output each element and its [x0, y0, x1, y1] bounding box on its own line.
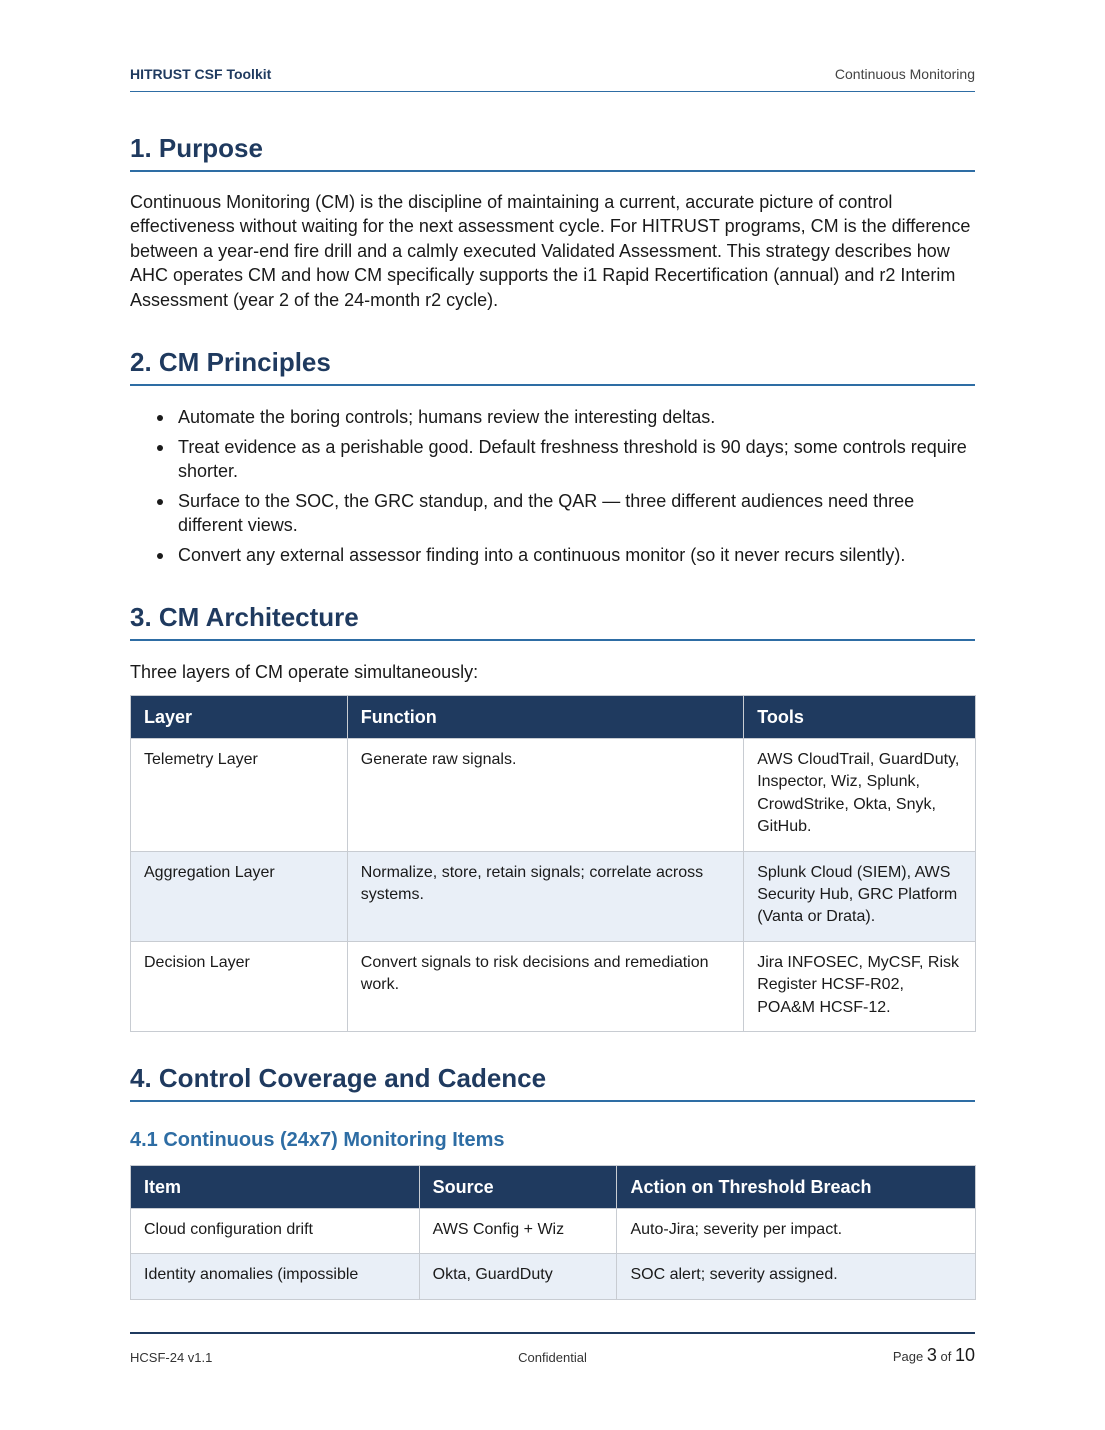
table-cell: AWS CloudTrail, GuardDuty, Inspector, Wiz, Splunk, CrowdStrike, Okta, Snyk, GitHub.: [744, 739, 976, 852]
table-cell: Aggregation Layer: [131, 851, 348, 941]
list-item: Convert any external assessor finding into a continuous monitor (so it never recurs silently).: [178, 543, 975, 567]
column-header: Source: [419, 1166, 617, 1209]
purpose-paragraph: Continuous Monitoring (CM) is the discipline of maintaining a current, accurate picture of control effectiveness without waiting for the next assessment cycle. For HITRUST programs, CM is the difference between a year-end fire drill and a calmly executed Validated Assessment. This strategy describes how AHC operates CM and how CM specifically supports the i1 Rapid Recertification (annual) and r2 Interim Assessment (year 2 of the 24-month r2 cycle).: [130, 192, 971, 310]
page-number: [893, 1345, 975, 1366]
table-row: [131, 851, 976, 941]
page-label: Page: [892, 1349, 924, 1364]
principles-list: [130, 405, 975, 573]
table-cell: Convert signals to risk decisions and remediation work.: [347, 941, 743, 1031]
architecture-table: [130, 695, 976, 1032]
coverage-subheading: 4.1 Continuous (24x7) Monitoring Items: [130, 1129, 505, 1151]
architecture-intro: Three layers of CM operate simultaneously:: [130, 662, 479, 682]
table-cell: Decision Layer: [131, 941, 348, 1031]
footer-classification: Confidential: [518, 1350, 587, 1365]
current-page: 3: [926, 1345, 937, 1365]
column-header: Tools: [744, 696, 976, 739]
table-row: [131, 739, 976, 852]
table-row: [131, 941, 976, 1031]
list-item: Treat evidence as a perishable good. Default freshness threshold is 90 days; some controls require shorter.: [178, 435, 975, 483]
table-cell: Jira INFOSEC, MyCSF, Risk Register HCSF-R02, POA&M HCSF-12.: [744, 941, 976, 1031]
header-section-title: Continuous Monitoring: [834, 66, 975, 82]
table-cell: AWS Config + Wiz: [419, 1209, 617, 1254]
coverage-heading: 4. Control Coverage and Cadence: [130, 1062, 975, 1102]
table-cell: Auto-Jira; severity per impact.: [617, 1209, 976, 1254]
column-header: Action on Threshold Breach: [617, 1166, 976, 1209]
table-header-row: [131, 696, 976, 739]
table-cell: Normalize, store, retain signals; correlate across systems.: [347, 851, 743, 941]
list-item: Surface to the SOC, the GRC standup, and the QAR — three different audiences need three different views.: [178, 489, 975, 537]
total-pages: 10: [954, 1345, 975, 1365]
purpose-heading: 1. Purpose: [130, 132, 975, 172]
table-cell: Splunk Cloud (SIEM), AWS Security Hub, GRC Platform (Vanta or Drata).: [744, 851, 976, 941]
principles-heading: 2. CM Principles: [130, 346, 975, 386]
table-cell: SOC alert; severity assigned.: [617, 1254, 976, 1299]
running-header: [130, 64, 975, 92]
of-label: of: [940, 1349, 952, 1364]
table-cell: Generate raw signals.: [347, 739, 743, 852]
table-header-row: [131, 1166, 976, 1209]
table-row: [131, 1254, 976, 1299]
table-cell: Identity anomalies (impossible: [131, 1254, 420, 1299]
table-cell: Telemetry Layer: [131, 739, 348, 852]
architecture-heading: 3. CM Architecture: [130, 601, 975, 641]
list-item: Automate the boring controls; humans review the interesting deltas.: [178, 405, 975, 429]
table-cell: Okta, GuardDuty: [419, 1254, 617, 1299]
monitoring-items-table: [130, 1165, 976, 1300]
column-header: Layer: [131, 696, 348, 739]
table-cell: Cloud configuration drift: [131, 1209, 420, 1254]
header-toolkit-title: HITRUST CSF Toolkit: [130, 66, 272, 82]
column-header: Item: [131, 1166, 420, 1209]
table-row: [131, 1209, 976, 1254]
column-header: Function: [347, 696, 743, 739]
page-footer: [130, 1332, 975, 1374]
footer-doc-id: HCSF-24 v1.1: [130, 1350, 213, 1365]
